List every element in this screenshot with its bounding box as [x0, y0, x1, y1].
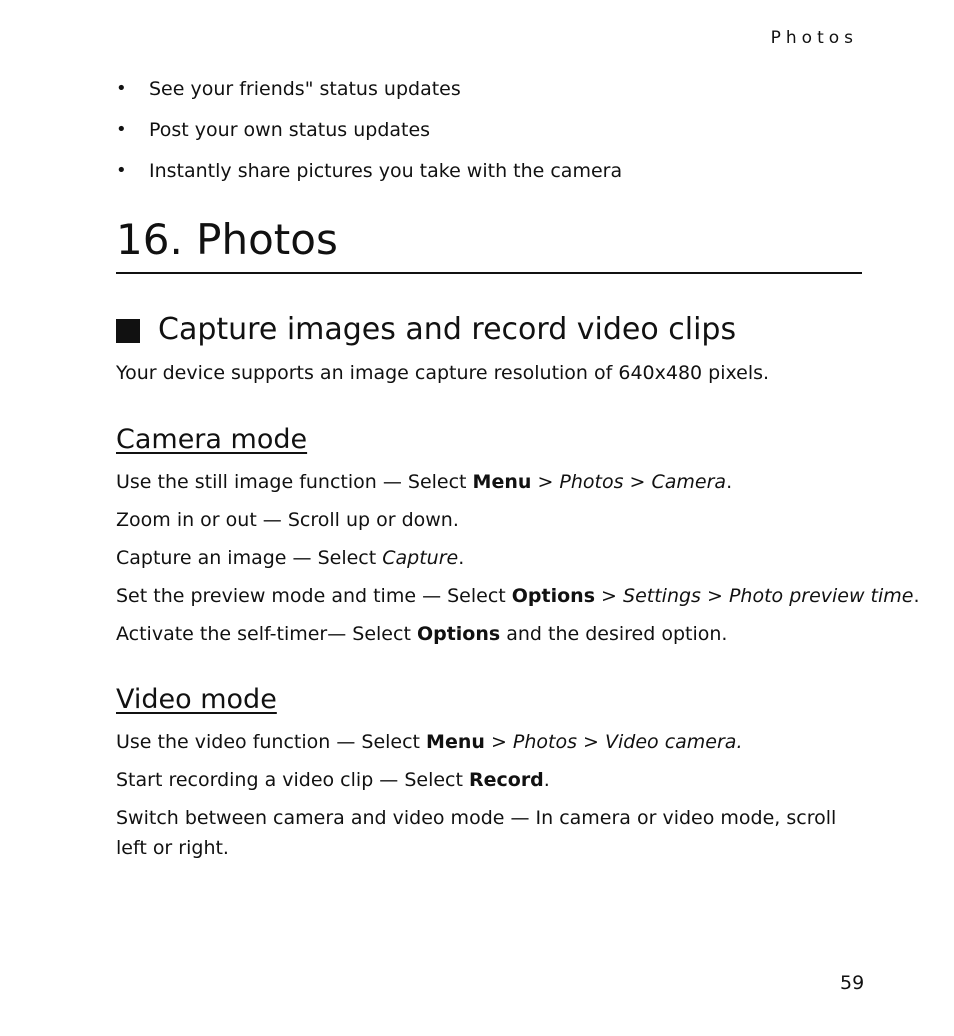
page-number: 59	[840, 972, 865, 994]
bullet-icon: •	[116, 160, 127, 181]
bullet-icon: •	[116, 119, 127, 140]
self-timer-instruction: Activate the self-timer— Select Options and the desired option.	[116, 623, 728, 645]
switch-instruction-line1: Switch between camera and video mode — In camera or video mode, scroll	[116, 807, 837, 829]
section-title: Capture images and record video clips	[158, 312, 737, 347]
video-mode-heading: Video mode	[116, 684, 277, 715]
still-image-instruction: Use the still image function — Select Menu > Photos > Camera.	[116, 471, 733, 493]
section-header	[116, 310, 736, 350]
preview-instruction: Set the preview mode and time — Select Options > Settings > Photo preview time.	[116, 585, 920, 607]
section-square-icon	[116, 319, 140, 343]
zoom-instruction: Zoom in or out — Scroll up or down.	[116, 509, 459, 531]
list-item	[116, 117, 622, 158]
capture-instruction: Capture an image — Select Capture.	[116, 547, 465, 569]
list-item	[116, 76, 622, 117]
chapter-title: 16. Photos	[116, 215, 338, 264]
bullet-list	[116, 76, 622, 199]
chapter-header	[116, 214, 862, 274]
bullet-icon: •	[116, 78, 127, 99]
camera-mode-heading: Camera mode	[116, 424, 308, 455]
intro-paragraph: Your device supports an image capture resolution of 640x480 pixels.	[116, 362, 770, 384]
running-head: Photos	[770, 28, 858, 48]
bullet-text: Post your own status updates	[149, 119, 431, 141]
record-instruction: Start recording a video clip — Select Record.	[116, 769, 550, 791]
video-function-instruction: Use the video function — Select Menu > Photos > Video camera.	[116, 731, 743, 753]
bullet-text: Instantly share pictures you take with the camera	[149, 160, 623, 182]
bullet-text: See your friends" status updates	[149, 78, 461, 100]
switch-instruction-line2: left or right.	[116, 837, 229, 859]
list-item	[116, 158, 622, 199]
